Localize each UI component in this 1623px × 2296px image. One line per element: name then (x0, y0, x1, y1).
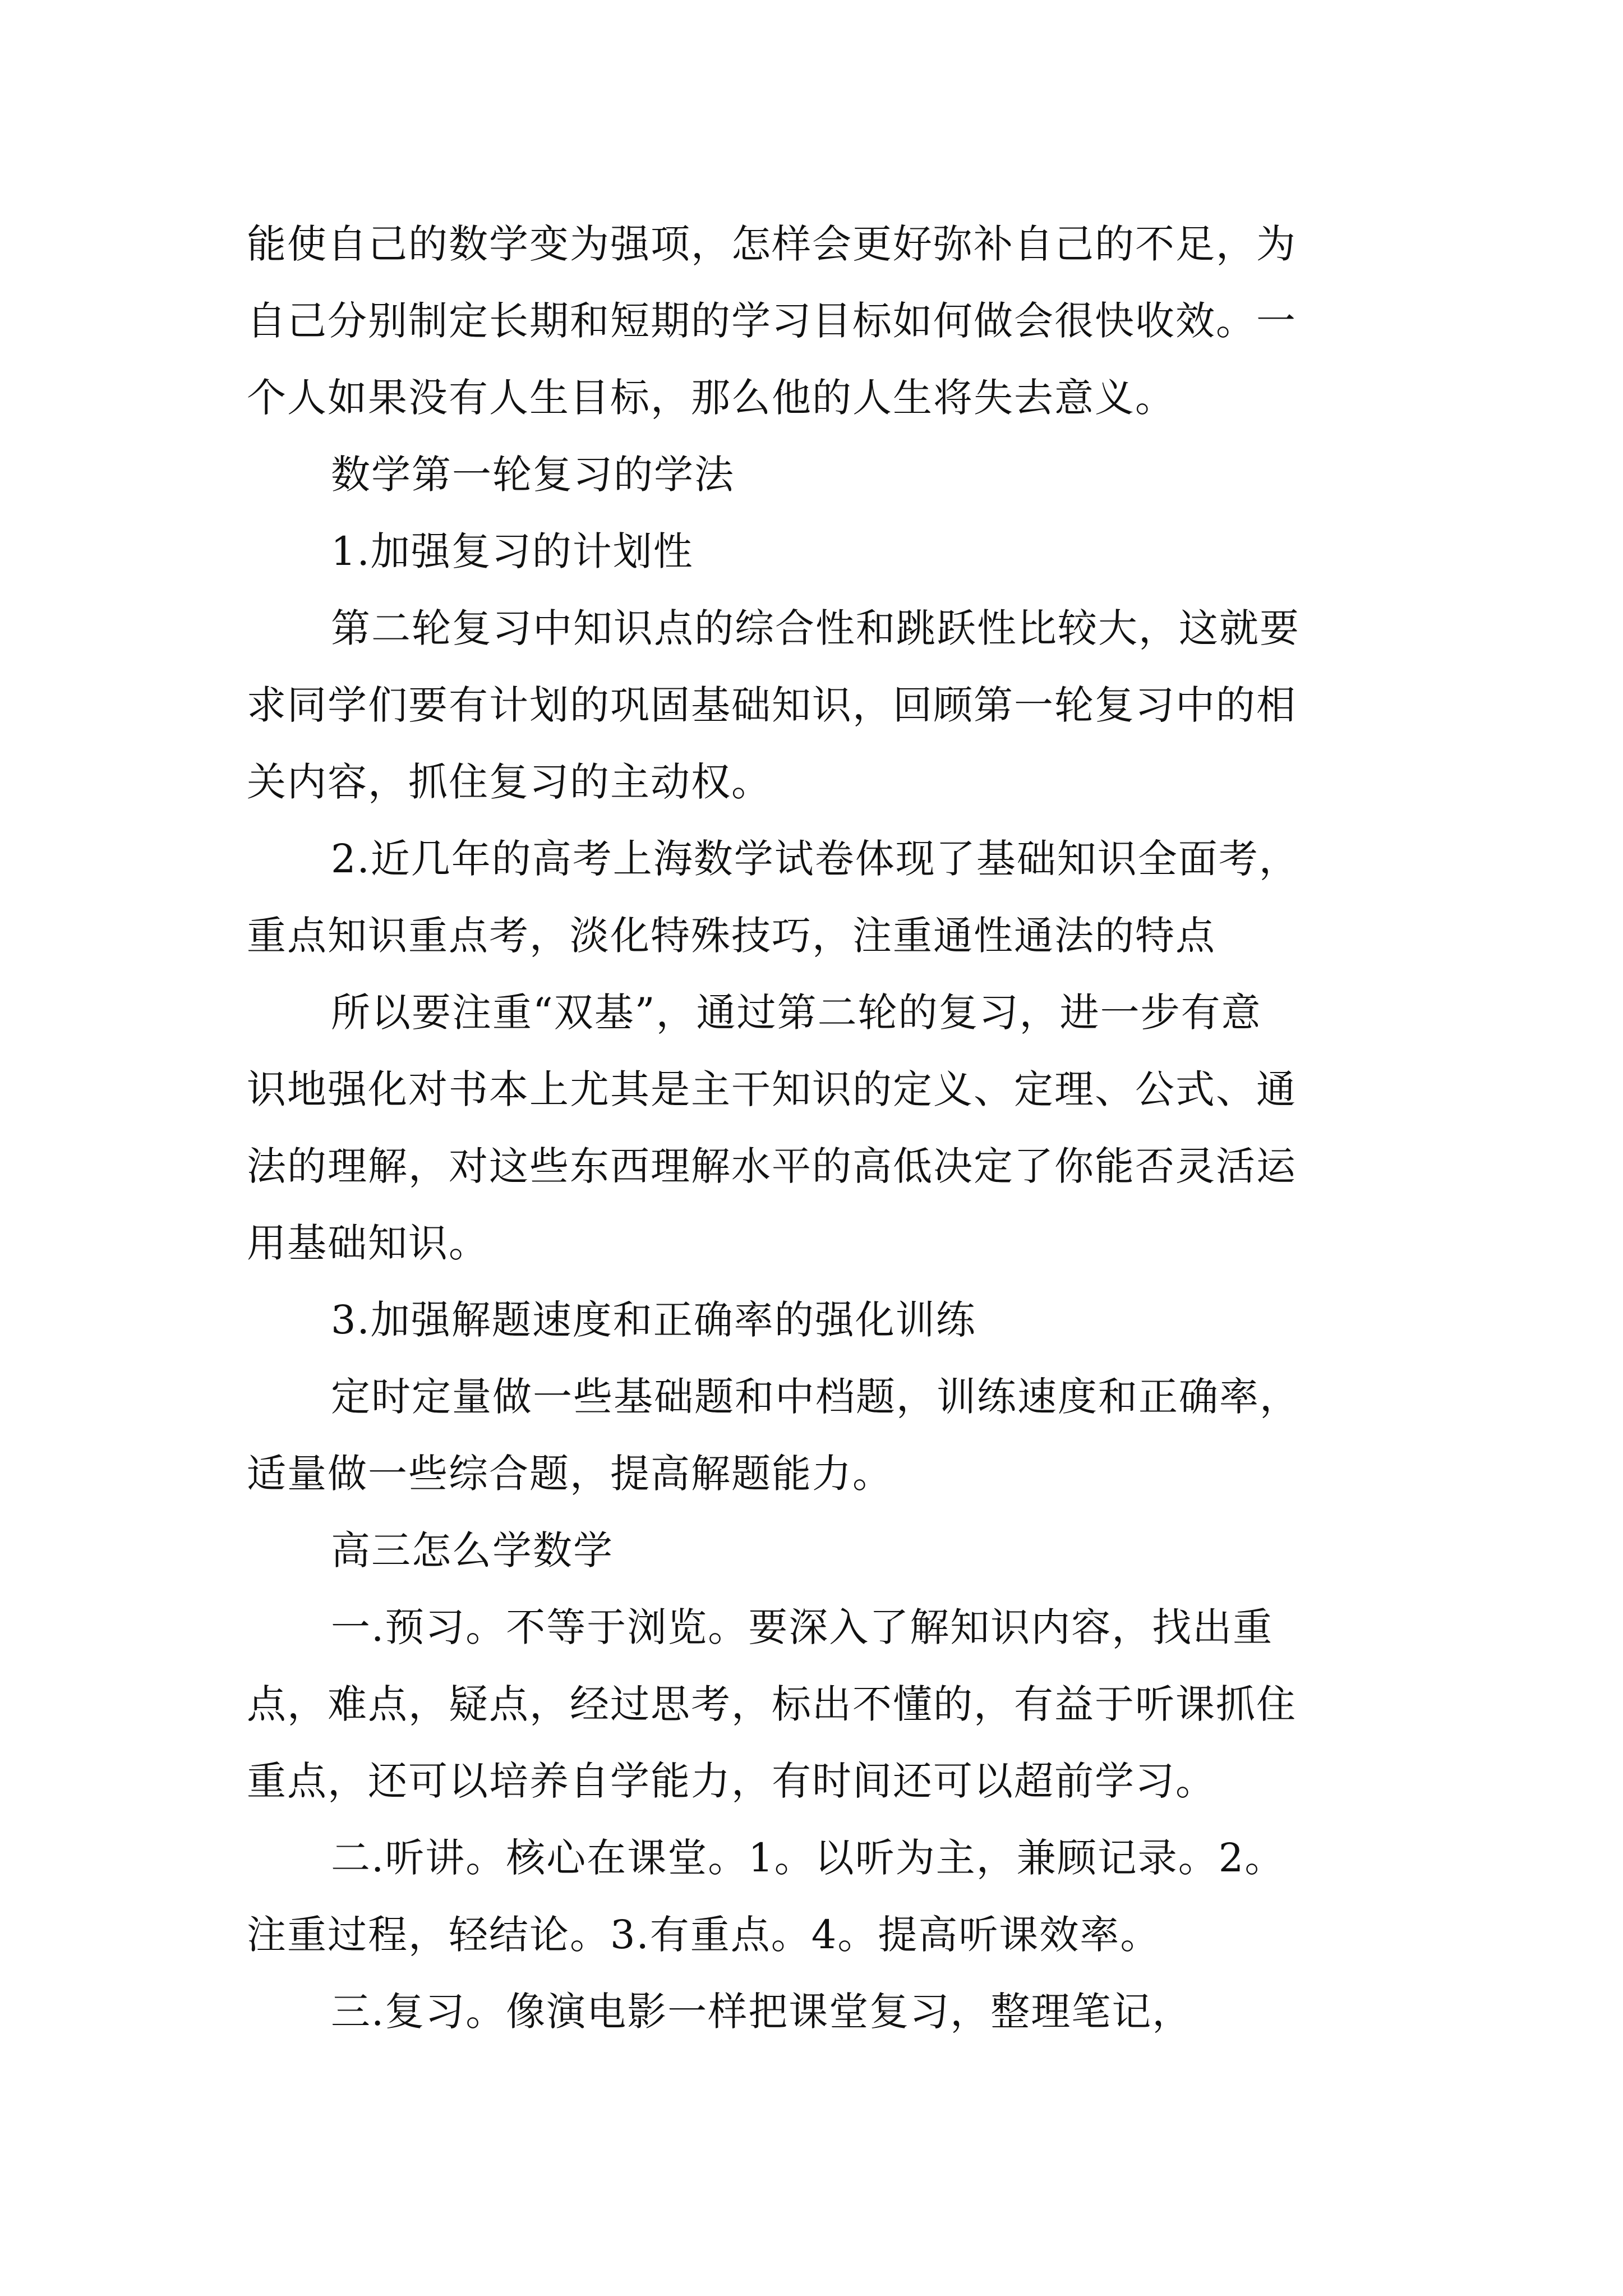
text-line: 个人如果没有人生目标，那么他的人生将失去意义。 (247, 375, 1175, 421)
text-line: 2.近几年的高考上海数学试卷体现了基础知识全面考， (331, 836, 1299, 882)
text-line: 用基础知识。 (247, 1220, 489, 1266)
text-line: 重点，还可以培养自学能力，有时间还可以超前学习。 (247, 1758, 1216, 1804)
text-line: 适量做一些综合题，提高解题能力。 (247, 1451, 893, 1497)
subheading: 1.加强复习的计划性 (331, 528, 694, 574)
text-line: 三.复习。像演电影一样把课堂复习，整理笔记， (331, 1989, 1193, 2035)
text-line: 识地强化对书本上尤其是主干知识的定义、定理、公式、通 (247, 1066, 1297, 1112)
section-heading: 数学第一轮复习的学法 (331, 452, 735, 498)
text-line: 自己分别制定长期和短期的学习目标如何做会很快收效。一 (247, 298, 1297, 344)
text-line: 二.听讲。核心在课堂。1。以听为主，兼顾记录。2。 (331, 1835, 1285, 1881)
section-heading: 高三怎么学数学 (331, 1527, 614, 1573)
text-line: 关内容，抓住复习的主动权。 (247, 759, 772, 805)
text-line: 第二轮复习中知识点的综合性和跳跃性比较大，这就要 (331, 605, 1300, 651)
text-line: 能使自己的数学变为强项，怎样会更好弥补自己的不足，为 (247, 221, 1297, 267)
text-line: 重点知识重点考，淡化特殊技巧，注重通性通法的特点 (247, 913, 1216, 959)
text-line: 注重过程，轻结论。3.有重点。4。提高听课效率。 (247, 1912, 1161, 1958)
subheading: 3.加强解题速度和正确率的强化训练 (331, 1297, 976, 1343)
text-line: 一.预习。不等于浏览。要深入了解知识内容，找出重 (331, 1604, 1274, 1650)
text-line: 定时定量做一些基础题和中档题，训练速度和正确率， (331, 1374, 1300, 1420)
text-line: 求同学们要有计划的巩固基础知识，回顾第一轮复习中的相 (247, 682, 1297, 728)
text-line: 点，难点，疑点，经过思考，标出不懂的，有益于听课抓住 (247, 1681, 1297, 1727)
text-line: 法的理解，对这些东西理解水平的高低决定了你能否灵活运 (247, 1143, 1297, 1189)
text-line: 所以要注重“双基”，通过第二轮的复习，进一步有意 (331, 990, 1262, 1036)
